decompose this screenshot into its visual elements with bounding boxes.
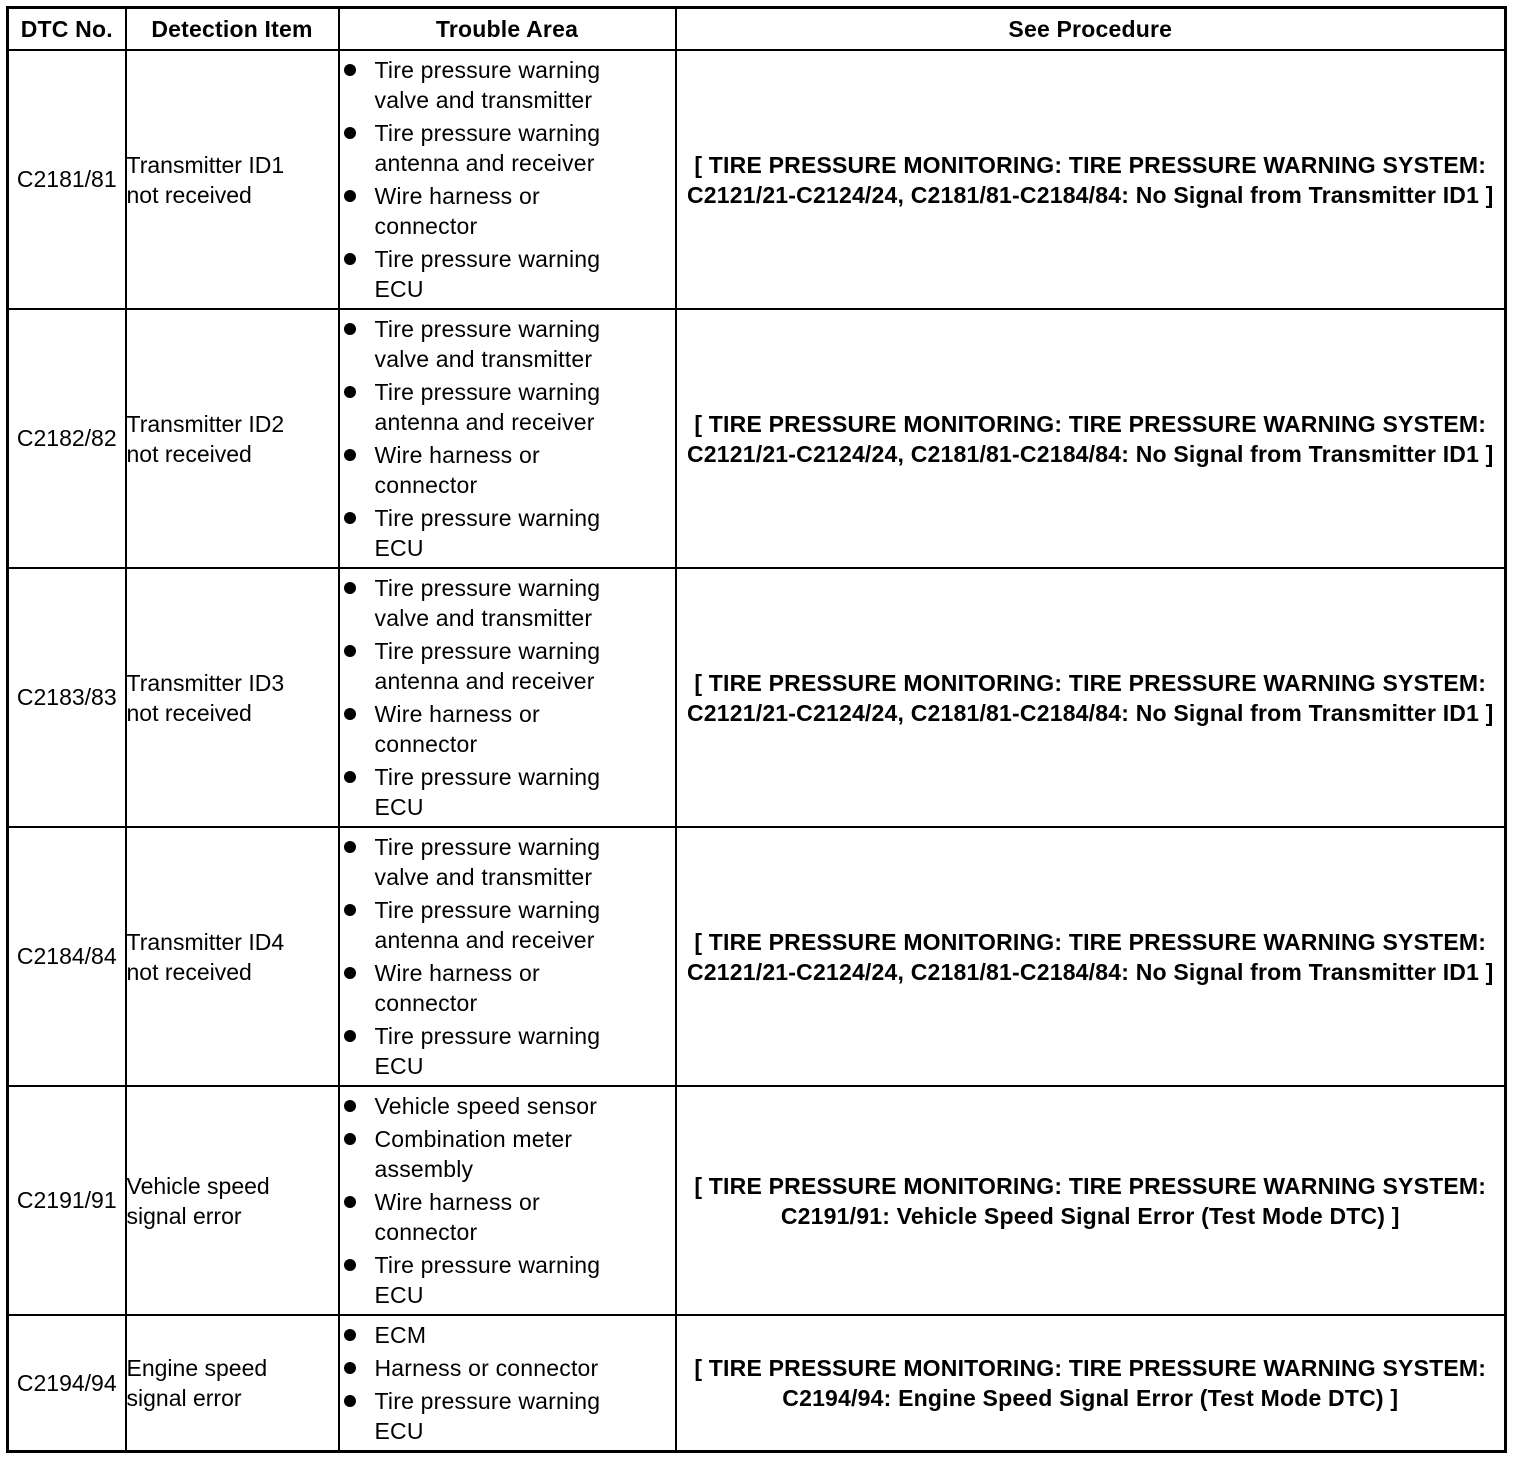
- dtc-code: C2184/84: [8, 827, 126, 1086]
- dtc-code: C2191/91: [8, 1086, 126, 1315]
- detection-item-line: not received: [126, 440, 252, 467]
- trouble-area-list: [340, 1320, 675, 1446]
- dtc-table: [6, 6, 1507, 1453]
- table-row: [8, 827, 1506, 1086]
- bullet-icon: [344, 1133, 356, 1145]
- detection-item-line: Vehicle speed: [126, 1172, 270, 1199]
- trouble-area-list: [340, 314, 675, 563]
- list-item: Wire harness or connector: [340, 1187, 675, 1247]
- procedure-link[interactable]: [ TIRE PRESSURE MONITORING: TIRE PRESSURE WARNING SYSTEM: C2121/21-C2124/24, C2181/81-C2184/84: No Signal from Transmitter ID1 ]: [676, 309, 1506, 568]
- list-item: Combination meter assembly: [340, 1124, 675, 1184]
- detection-item-line: Engine speed: [126, 1355, 268, 1381]
- table-row: [8, 1315, 1506, 1452]
- list-item: Wire harness or connector: [340, 181, 675, 241]
- bullet-icon: [344, 904, 356, 916]
- bullet-icon: [344, 512, 356, 524]
- list-item: ECM: [340, 1320, 675, 1350]
- detection-item: [126, 1086, 339, 1315]
- list-item: Wire harness or connector: [340, 699, 675, 759]
- table-row: [8, 50, 1506, 309]
- header-dtc-no: DTC No.: [8, 8, 126, 51]
- bullet-icon: [344, 1362, 356, 1374]
- detection-item-line: not received: [126, 699, 252, 726]
- detection-item-line: signal error: [126, 1202, 242, 1229]
- header-row: [8, 8, 1506, 51]
- list-item: Tire pressure warning ECU: [340, 1250, 675, 1310]
- trouble-area-list: [340, 1091, 675, 1310]
- procedure-link[interactable]: [ TIRE PRESSURE MONITORING: TIRE PRESSURE WARNING SYSTEM: C2194/94: Engine Speed Signal Error (Test Mode DTC) ]: [676, 1315, 1506, 1452]
- detection-item-line: Transmitter ID2: [126, 410, 285, 437]
- list-item: Tire pressure warning antenna and receiver: [340, 118, 675, 178]
- detection-item: [126, 568, 339, 827]
- detection-item-line: Transmitter ID1: [126, 151, 285, 178]
- trouble-area: [339, 827, 676, 1086]
- list-item: Tire pressure warning valve and transmitter: [340, 314, 675, 374]
- detection-item-line: not received: [126, 181, 252, 208]
- header-see-procedure: See Procedure: [676, 8, 1506, 51]
- dtc-code: C2194/94: [8, 1315, 126, 1452]
- bullet-icon: [344, 323, 356, 335]
- list-item: Tire pressure warning ECU: [340, 1386, 675, 1446]
- bullet-icon: [344, 127, 356, 139]
- detection-item-line: signal error: [126, 1385, 242, 1411]
- list-item: Tire pressure warning ECU: [340, 762, 675, 822]
- detection-item: [126, 827, 339, 1086]
- list-item: Tire pressure warning valve and transmitter: [340, 832, 675, 892]
- header-detection-item: Detection Item: [126, 8, 339, 51]
- list-item: Tire pressure warning valve and transmitter: [340, 573, 675, 633]
- procedure-link[interactable]: [ TIRE PRESSURE MONITORING: TIRE PRESSURE WARNING SYSTEM: C2191/91: Vehicle Speed Signal Error (Test Mode DTC) ]: [676, 1086, 1506, 1315]
- procedure-link[interactable]: [ TIRE PRESSURE MONITORING: TIRE PRESSURE WARNING SYSTEM: C2121/21-C2124/24, C2181/81-C2184/84: No Signal from Transmitter ID1 ]: [676, 827, 1506, 1086]
- list-item: Tire pressure warning ECU: [340, 503, 675, 563]
- dtc-code: C2183/83: [8, 568, 126, 827]
- bullet-icon: [344, 708, 356, 720]
- table-row: [8, 1086, 1506, 1315]
- dtc-code: C2182/82: [8, 309, 126, 568]
- header-trouble-area: Trouble Area: [339, 8, 676, 51]
- trouble-area-list: [340, 573, 675, 822]
- list-item: Wire harness or connector: [340, 958, 675, 1018]
- detection-item: [126, 309, 339, 568]
- bullet-icon: [344, 64, 356, 76]
- list-item: Wire harness or connector: [340, 440, 675, 500]
- detection-item-line: Transmitter ID4: [126, 928, 285, 955]
- detection-item-line: not received: [126, 958, 252, 985]
- bullet-icon: [344, 841, 356, 853]
- table-row: [8, 568, 1506, 827]
- trouble-area-list: [340, 832, 675, 1081]
- bullet-icon: [344, 253, 356, 265]
- list-item: Tire pressure warning ECU: [340, 1021, 675, 1081]
- dtc-code: C2181/81: [8, 50, 126, 309]
- trouble-area: [339, 568, 676, 827]
- trouble-area: [339, 309, 676, 568]
- detection-item: [126, 50, 339, 309]
- list-item: Tire pressure warning antenna and receiver: [340, 895, 675, 955]
- list-item: Tire pressure warning valve and transmitter: [340, 55, 675, 115]
- bullet-icon: [344, 1100, 356, 1112]
- procedure-link[interactable]: [ TIRE PRESSURE MONITORING: TIRE PRESSURE WARNING SYSTEM: C2121/21-C2124/24, C2181/81-C2184/84: No Signal from Transmitter ID1 ]: [676, 50, 1506, 309]
- trouble-area-list: [340, 55, 675, 304]
- bullet-icon: [344, 582, 356, 594]
- bullet-icon: [344, 1395, 356, 1407]
- list-item: Harness or connector: [340, 1353, 675, 1383]
- bullet-icon: [344, 967, 356, 979]
- list-item: Tire pressure warning antenna and receiver: [340, 636, 675, 696]
- bullet-icon: [344, 449, 356, 461]
- bullet-icon: [344, 771, 356, 783]
- table-row: [8, 309, 1506, 568]
- bullet-icon: [344, 1259, 356, 1271]
- bullet-icon: [344, 645, 356, 657]
- list-item: Vehicle speed sensor: [340, 1091, 675, 1121]
- detection-item-line: Transmitter ID3: [126, 669, 285, 696]
- trouble-area: [339, 50, 676, 309]
- trouble-area: [339, 1086, 676, 1315]
- bullet-icon: [344, 1329, 356, 1341]
- trouble-area: [339, 1315, 676, 1452]
- bullet-icon: [344, 1196, 356, 1208]
- bullet-icon: [344, 190, 356, 202]
- procedure-link[interactable]: [ TIRE PRESSURE MONITORING: TIRE PRESSURE WARNING SYSTEM: C2121/21-C2124/24, C2181/81-C2184/84: No Signal from Transmitter ID1 ]: [676, 568, 1506, 827]
- list-item: Tire pressure warning ECU: [340, 244, 675, 304]
- bullet-icon: [344, 1030, 356, 1042]
- detection-item: [126, 1315, 339, 1452]
- bullet-icon: [344, 386, 356, 398]
- list-item: Tire pressure warning antenna and receiver: [340, 377, 675, 437]
